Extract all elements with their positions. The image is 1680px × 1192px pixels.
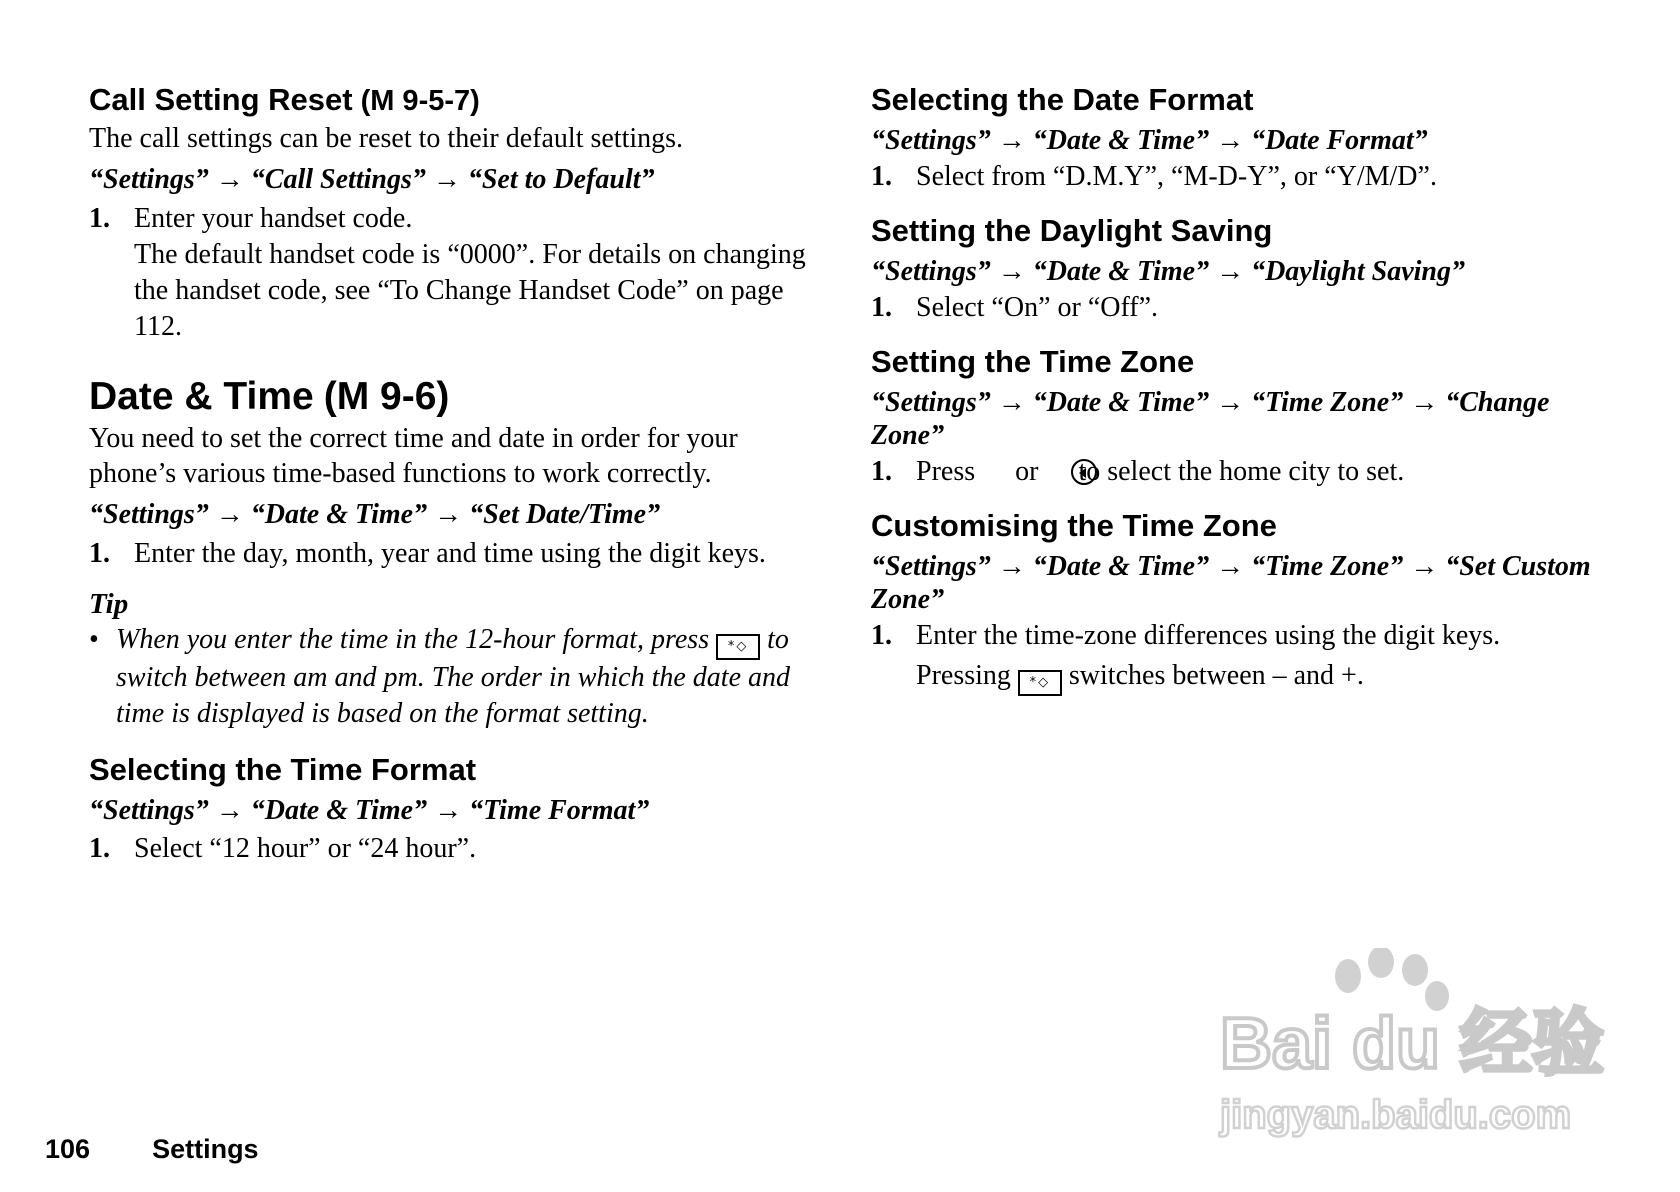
tip-bullet: • When you enter the time in the 12-hour format, press *◇ to switch between am and pm. The order in which the date and time is displayed is based on the format setting. xyxy=(89,624,790,729)
footer-section-title: Settings xyxy=(152,1134,259,1164)
date-format-heading: Selecting the Date Format xyxy=(871,82,1254,117)
list-item: 1. Enter the time-zone differences using the digit keys. xyxy=(871,620,1501,651)
watermark-logo-text: Bai du 经验 xyxy=(1220,1004,1605,1084)
star-key-icon: *◇ xyxy=(1018,670,1062,696)
call-setting-reset-intro: The call settings can be reset to their default settings. xyxy=(89,123,684,154)
right-column xyxy=(871,80,1591,696)
nav-left-key-icon xyxy=(1071,459,1097,485)
daylight-saving-heading: Setting the Daylight Saving xyxy=(871,213,1273,248)
date-time-heading: Date & Time (M 9-6) xyxy=(89,375,450,418)
page-number: 106 xyxy=(45,1134,91,1164)
watermark-url: jingyan.baidu.com xyxy=(1220,1093,1572,1137)
date-format-path: “Settings” → “Date & Time” → “Date Format” xyxy=(871,125,1428,156)
list-item: 1. Select from “D.M.Y”, “M-D-Y”, or “Y/M/D”. xyxy=(871,161,1437,192)
left-column xyxy=(89,80,809,867)
custom-zone-heading: Customising the Time Zone xyxy=(871,508,1277,543)
date-time-path: “Settings” → “Date & Time” → “Set Date/Time” xyxy=(89,499,661,530)
list-item: 1. Select “On” or “Off”. xyxy=(871,292,1159,323)
list-item: 1. Enter the day, month, year and time using the digit keys. xyxy=(89,538,766,569)
page-footer xyxy=(45,1134,259,1165)
list-item: 1. Select “12 hour” or “24 hour”. xyxy=(89,833,477,864)
custom-zone-note: Pressing *◇ switches between – and +. xyxy=(871,658,1591,696)
time-zone-path: “Settings” → “Date & Time” → “Time Zone” → “Change Zone” xyxy=(871,387,1550,451)
list-item: 1. Enter your handset code. xyxy=(89,203,413,234)
time-format-heading: Selecting the Time Format xyxy=(89,752,477,787)
custom-zone-path: “Settings” → “Date & Time” → “Time Zone” → “Set Custom Zone” xyxy=(871,551,1591,615)
call-setting-reset-heading: Call Setting Reset (M 9-5-7) xyxy=(89,82,480,117)
daylight-saving-path: “Settings” → “Date & Time” → “Daylight Saving” xyxy=(871,256,1465,287)
baidu-watermark xyxy=(1205,948,1605,1148)
time-format-path: “Settings” → “Date & Time” → “Time Format” xyxy=(89,795,650,826)
star-key-icon: *◇ xyxy=(716,634,760,660)
paw-icon xyxy=(1335,948,1449,1011)
time-zone-heading: Setting the Time Zone xyxy=(871,344,1195,379)
call-setting-reset-path: “Settings” → “Call Settings” → “Set to Default” xyxy=(89,164,655,195)
call-setting-reset-note: The default handset code is “0000”. For details on changing the handset code, see “To Change Handset Code” on page 112. xyxy=(134,239,806,342)
date-time-intro: You need to set the correct time and date in order for your phone’s various time-based functions to work correctly. xyxy=(89,423,738,489)
list-item: 1. Press or to select the home city to set. xyxy=(871,456,1405,487)
tip-label: Tip xyxy=(89,588,129,620)
